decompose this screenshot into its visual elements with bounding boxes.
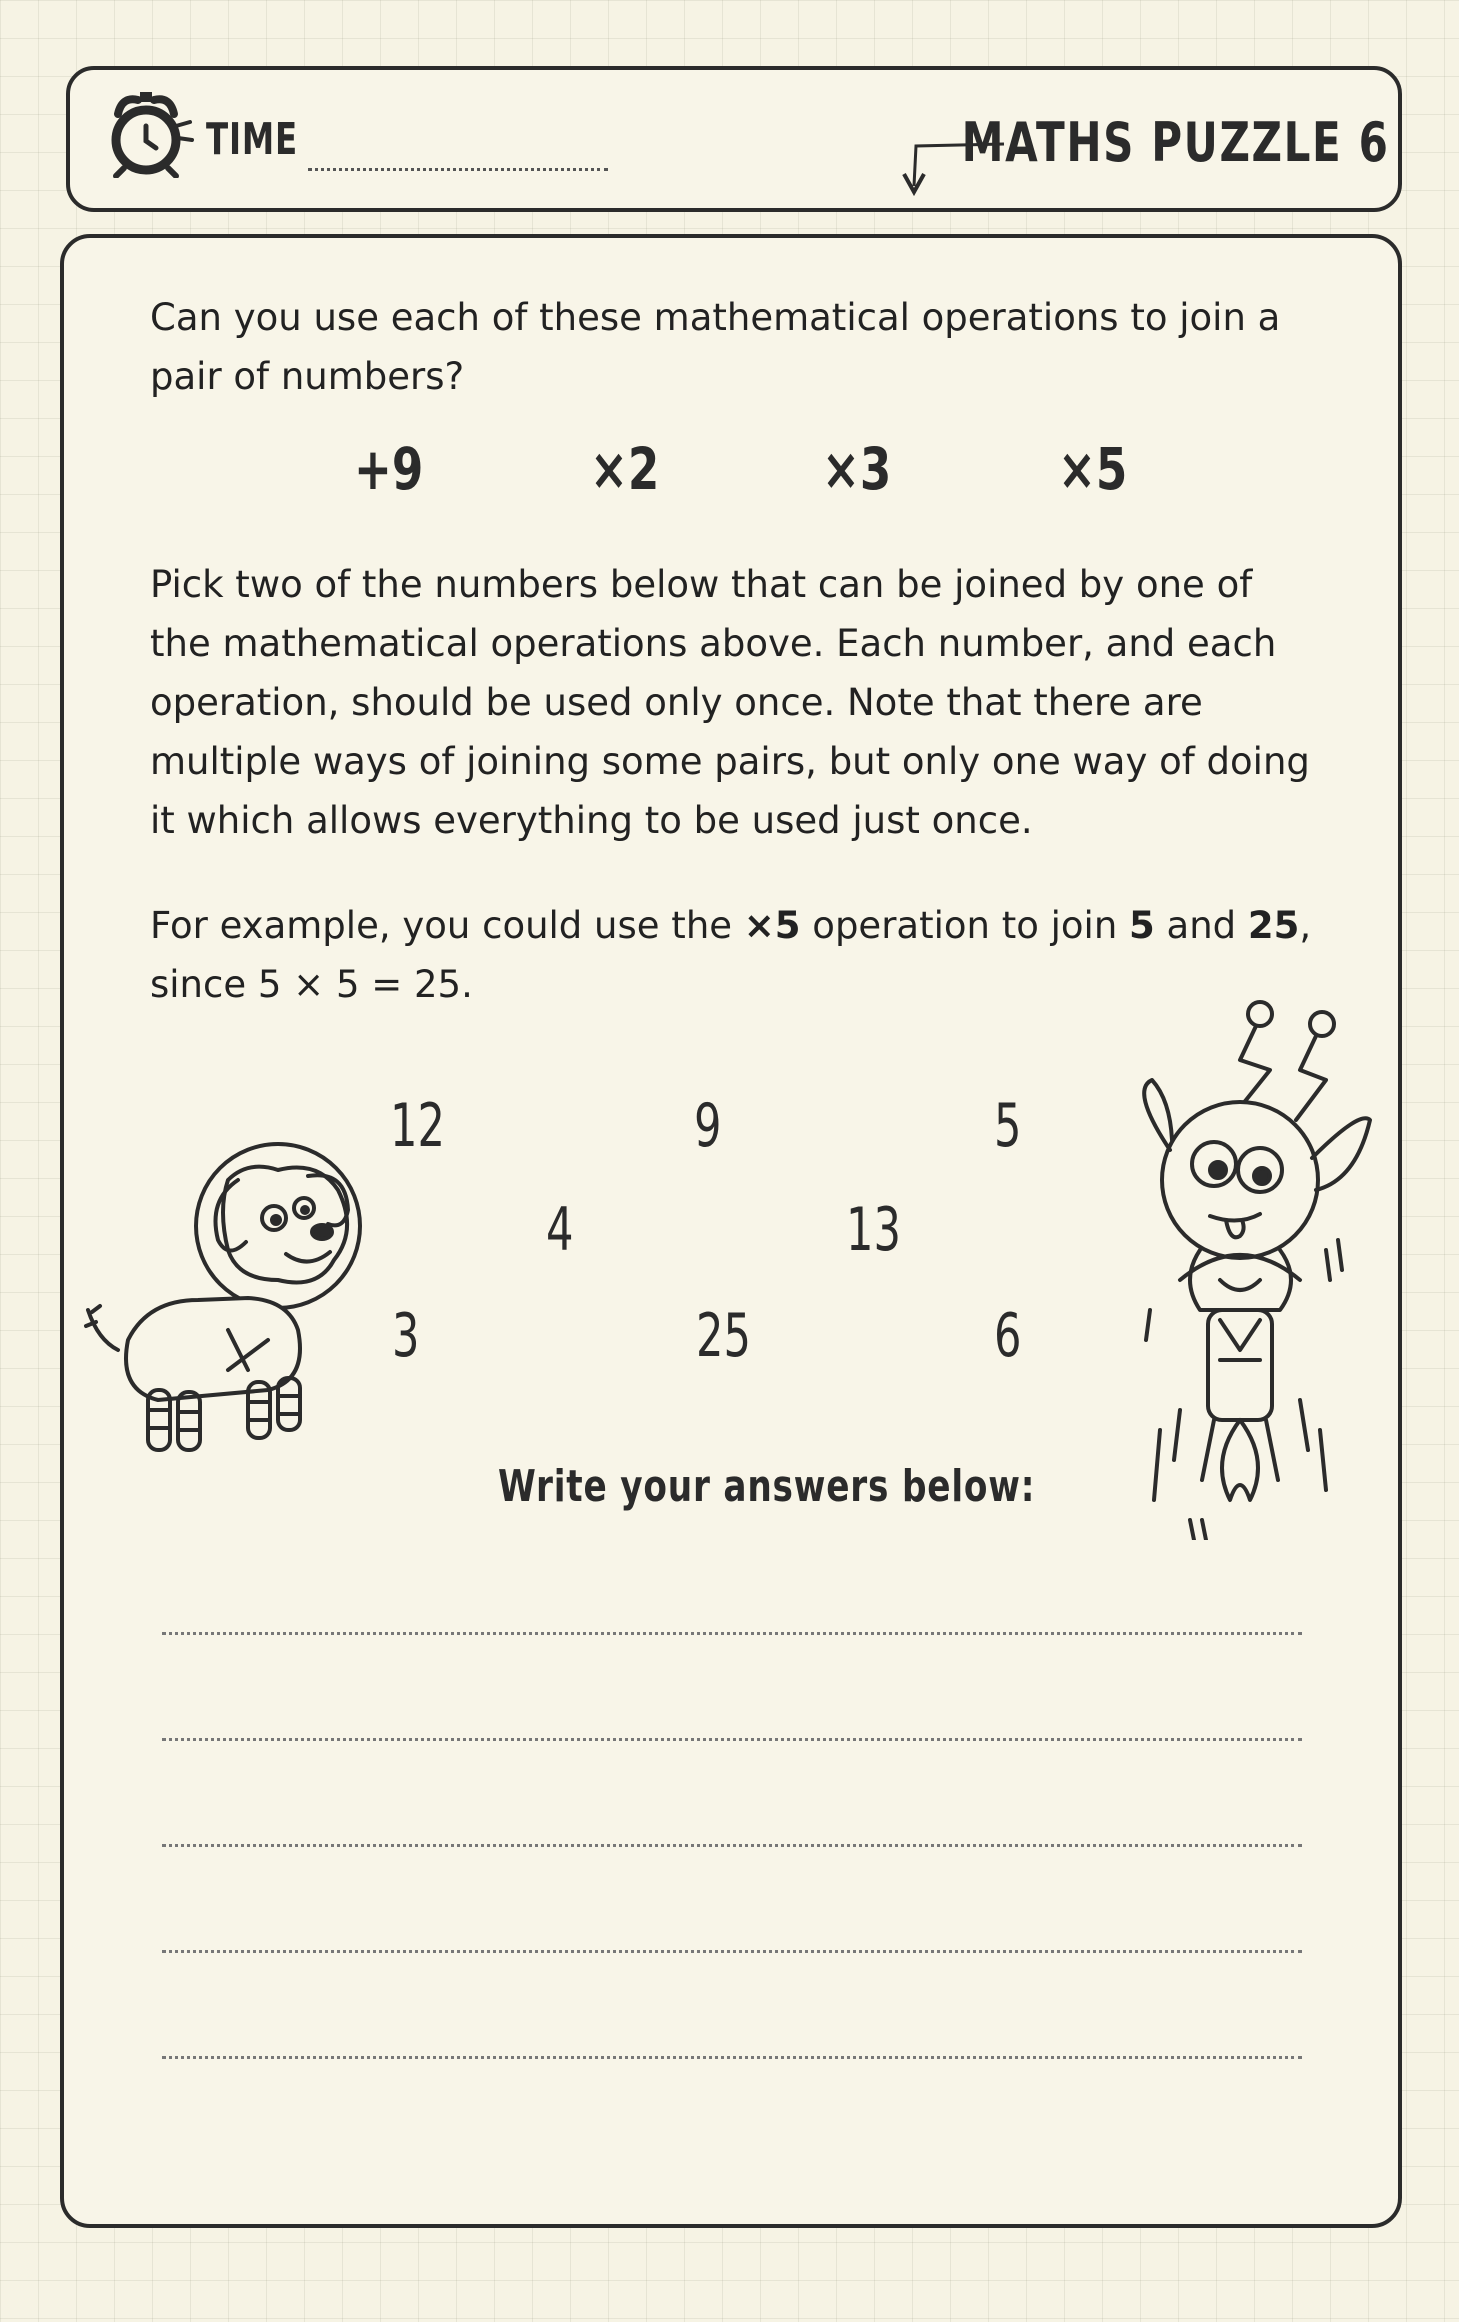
- answer-line-2[interactable]: [162, 1738, 1302, 1741]
- operation-times-3: ×3: [822, 435, 892, 503]
- operation-plus-9: +9: [354, 435, 424, 503]
- answer-line-1[interactable]: [162, 1632, 1302, 1635]
- space-dog-illustration: [78, 1130, 378, 1460]
- number-12: 12: [390, 1091, 445, 1161]
- number-6: 6: [994, 1301, 1022, 1371]
- operations-row: [0, 435, 1459, 510]
- intro-text: Can you use each of these mathematical operations to join a pair of numbers?: [150, 296, 1281, 398]
- alarm-clock-icon: [106, 86, 194, 178]
- number-5: 5: [994, 1091, 1022, 1161]
- answer-prompt: Write your answers below:: [498, 1461, 1036, 1512]
- answer-line-3[interactable]: [162, 1844, 1302, 1847]
- answer-line-5[interactable]: [162, 2056, 1302, 2059]
- number-4: 4: [546, 1195, 574, 1265]
- operation-times-2: ×2: [590, 435, 660, 503]
- example-text: For example, you could use the ×5 operation to join 5 and 25, since 5 × 5 = 25.: [150, 904, 1312, 1006]
- instructions-text: Pick two of the numbers below that can be joined by one of the mathematical operations above. Each number, and each operation, should be used only once. Note that there are multiple ways of joining some pairs, but only one way of doing it which allows everything to be used just once.: [150, 563, 1310, 842]
- puzzle-title: MATHS PUZZLE 6: [961, 111, 1389, 174]
- number-25: 25: [696, 1301, 751, 1371]
- number-9: 9: [694, 1091, 722, 1161]
- time-label: TIME: [206, 114, 298, 165]
- jetpack-alien-illustration: [1090, 980, 1390, 1540]
- number-3: 3: [392, 1301, 420, 1371]
- answer-line-4[interactable]: [162, 1950, 1302, 1953]
- time-entry-line[interactable]: [308, 168, 608, 171]
- number-13: 13: [846, 1195, 901, 1265]
- operation-times-5: ×5: [1058, 435, 1128, 503]
